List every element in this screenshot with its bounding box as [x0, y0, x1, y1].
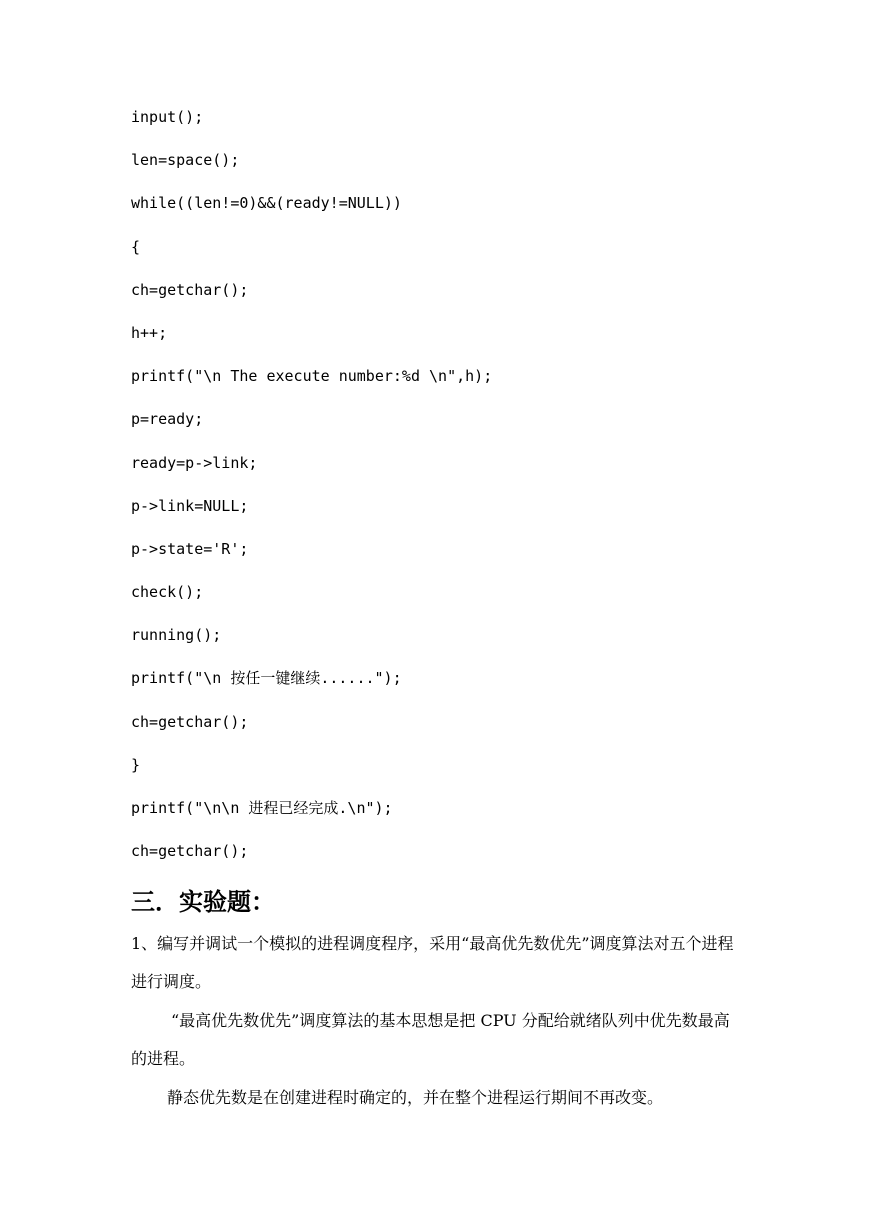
code-line: input();: [131, 108, 204, 126]
code-line: ch=getchar();: [131, 712, 249, 731]
code-block: [131, 104, 751, 881]
paragraph-algorithm: “最高优先数优先”调度算法的基本思想是把 CPU 分配给就绪队列中优先数最高的进程。: [131, 1011, 730, 1068]
code-line: p->state='R';: [131, 539, 249, 558]
code-line: p=ready;: [131, 410, 204, 429]
paragraph-static-priority: 静态优先数是在创建进程时确定的，并在整个进程运行期间不再改变。: [167, 1088, 664, 1107]
code-line: printf("\n 按任一键继续......");: [131, 669, 402, 688]
code-line: printf("\n The execute number:%d \n",h);: [131, 367, 493, 386]
code-line: printf("\n\n 进程已经完成.\n");: [131, 799, 393, 817]
code-line: }: [131, 755, 141, 774]
code-line: {: [131, 237, 141, 256]
code-line: ch=getchar();: [131, 280, 249, 299]
code-line: while((len!=0)&&(ready!=NULL)): [131, 194, 402, 213]
code-line: check();: [131, 583, 204, 602]
paragraph-task: 1、编写并调试一个模拟的进程调度程序，采用“最高优先数优先”调度算法对五个进程进行调度。: [131, 934, 734, 991]
section-heading: 三．实验题：: [131, 887, 275, 916]
code-line: len=space();: [131, 151, 240, 170]
code-line: running();: [131, 626, 222, 645]
code-line: ch=getchar();: [131, 842, 249, 861]
code-line: ready=p->link;: [131, 453, 258, 472]
code-line: h++;: [131, 323, 168, 342]
code-line: p->link=NULL;: [131, 496, 249, 515]
